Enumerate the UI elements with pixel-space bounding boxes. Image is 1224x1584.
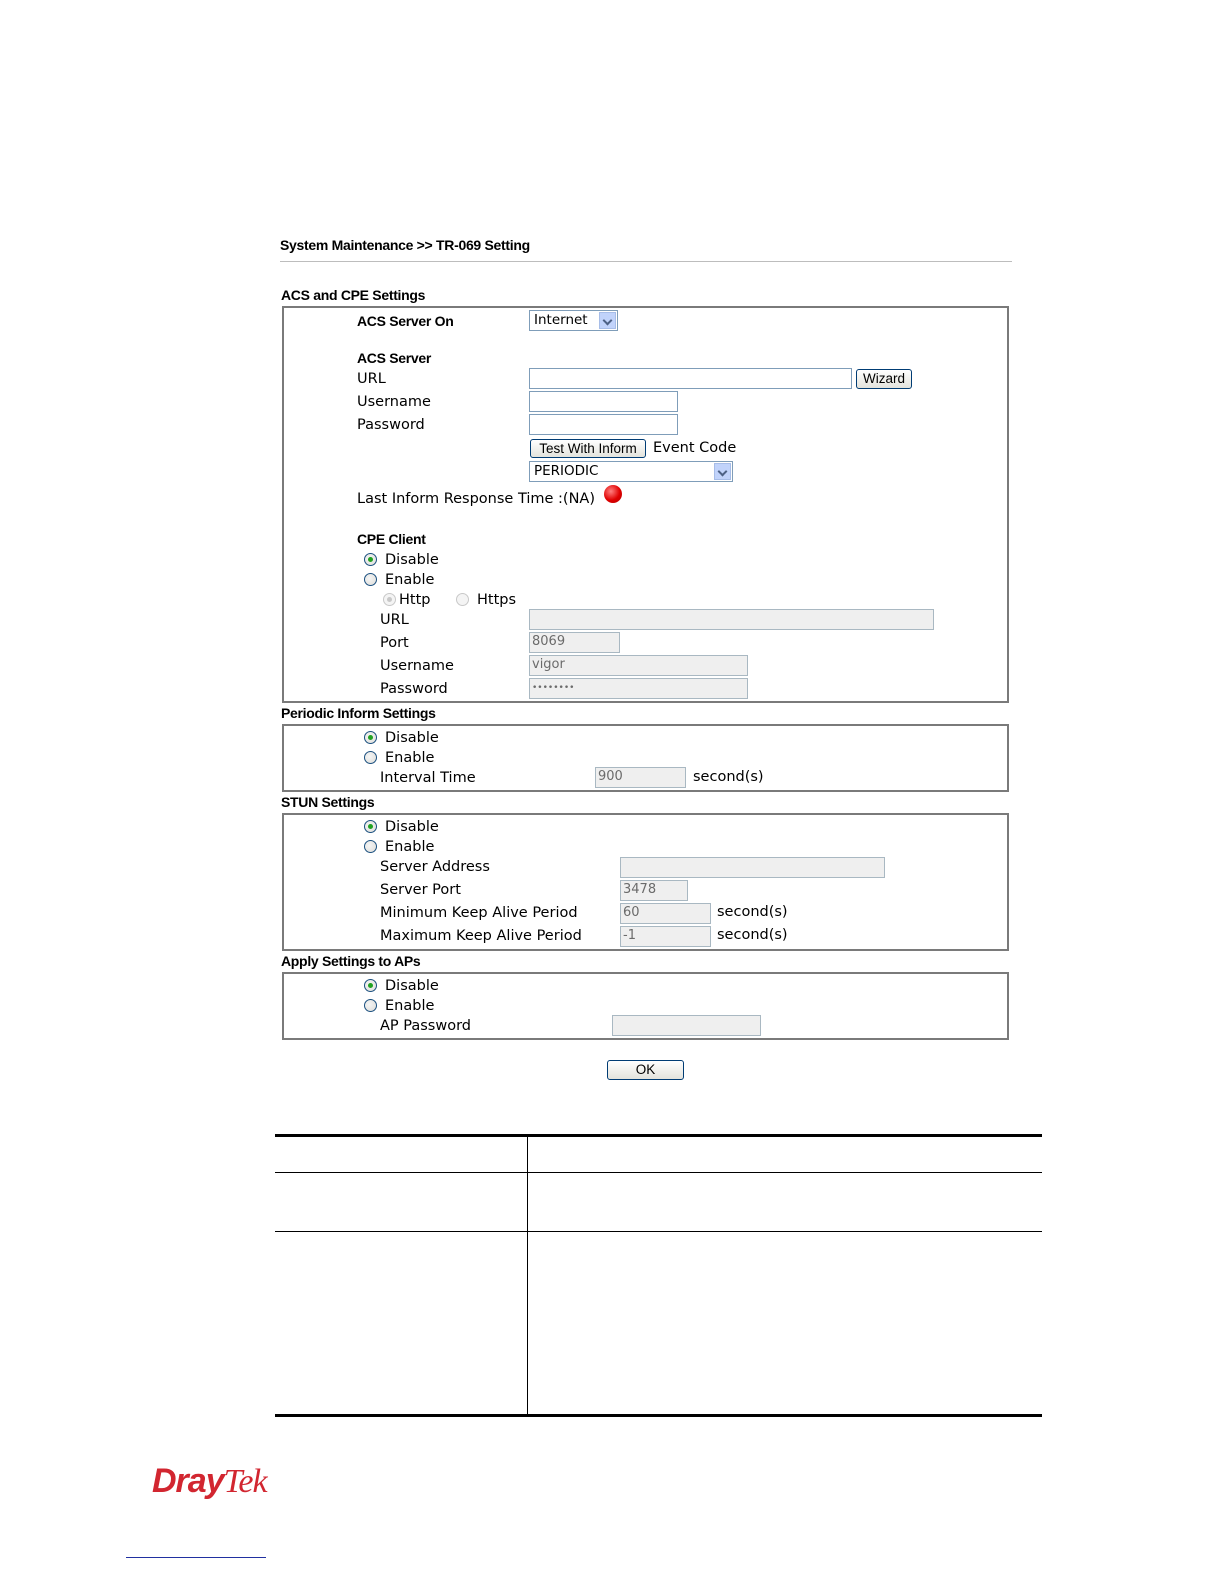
acs-server-heading: ACS Server <box>357 350 432 366</box>
acs-cpe-section-title: ACS and CPE Settings <box>281 287 426 303</box>
table-row-divider <box>275 1231 1042 1232</box>
cpe-port-input[interactable]: 8069 <box>529 632 620 653</box>
ap-password-input[interactable] <box>612 1015 761 1036</box>
table-row-divider <box>275 1172 1042 1173</box>
acs-server-on-value: Internet <box>534 312 588 328</box>
stun-disable-label: Disable <box>385 819 439 835</box>
chevron-down-icon <box>599 312 616 329</box>
event-code-value: PERIODIC <box>534 463 599 479</box>
test-with-inform-button[interactable]: Test With Inform <box>530 439 646 458</box>
aps-enable-radio[interactable] <box>364 999 377 1012</box>
server-address-label: Server Address <box>380 859 490 875</box>
stun-disable-radio[interactable] <box>364 820 377 833</box>
last-inform-response: Last Inform Response Time :(NA) <box>357 491 596 507</box>
acs-username-input[interactable] <box>529 391 678 412</box>
https-radio[interactable] <box>456 593 469 606</box>
periodic-disable-label: Disable <box>385 730 439 746</box>
cpe-client-heading: CPE Client <box>357 531 426 547</box>
min-keep-alive-label: Minimum Keep Alive Period <box>380 905 578 921</box>
acs-password-input[interactable] <box>529 414 678 435</box>
title-divider <box>280 261 1012 262</box>
table-top-rule <box>275 1134 1042 1137</box>
status-indicator-icon <box>604 485 622 503</box>
cpe-disable-radio[interactable] <box>364 553 377 566</box>
logo-dray: Dray <box>152 1462 224 1500</box>
cpe-password-label: Password <box>380 681 448 697</box>
draytek-logo <box>152 1462 267 1501</box>
cpe-username-input[interactable]: vigor <box>529 655 748 676</box>
acs-url-label: URL <box>357 371 386 387</box>
ap-password-label: AP Password <box>380 1018 472 1034</box>
stun-enable-radio[interactable] <box>364 840 377 853</box>
table-column-divider <box>527 1136 528 1415</box>
interval-time-input[interactable]: 900 <box>595 767 686 788</box>
max-keep-alive-unit: second(s) <box>717 927 788 943</box>
min-keep-alive-unit: second(s) <box>717 904 788 920</box>
acs-server-on-label: ACS Server On <box>357 313 454 329</box>
cpe-url-input[interactable] <box>529 609 934 630</box>
interval-time-label: Interval Time <box>380 770 476 786</box>
logo-tek: Tek <box>223 1463 267 1500</box>
aps-disable-label: Disable <box>385 978 439 994</box>
acs-username-label: Username <box>357 394 431 410</box>
ok-button[interactable]: OK <box>607 1060 684 1080</box>
cpe-disable-label: Disable <box>385 552 439 568</box>
https-label: Https <box>477 592 517 608</box>
server-address-input[interactable] <box>620 857 885 878</box>
aps-enable-label: Enable <box>385 998 435 1014</box>
footer-underline <box>126 1557 266 1558</box>
periodic-enable-label: Enable <box>385 750 435 766</box>
cpe-password-input[interactable]: •••••••• <box>529 678 748 699</box>
periodic-disable-radio[interactable] <box>364 731 377 744</box>
wizard-button[interactable]: Wizard <box>856 369 912 389</box>
page-title: System Maintenance >> TR-069 Setting <box>280 237 530 253</box>
periodic-enable-radio[interactable] <box>364 751 377 764</box>
http-label: Http <box>399 592 431 608</box>
cpe-enable-label: Enable <box>385 572 435 588</box>
server-port-label: Server Port <box>380 882 461 898</box>
http-radio[interactable] <box>383 593 396 606</box>
event-code-label: Event Code <box>653 440 737 456</box>
cpe-port-label: Port <box>380 635 409 651</box>
acs-password-label: Password <box>357 417 425 433</box>
event-code-select[interactable] <box>529 461 733 482</box>
stun-enable-label: Enable <box>385 839 435 855</box>
stun-section-title: STUN Settings <box>281 794 375 810</box>
apply-aps-section-title: Apply Settings to APs <box>281 953 421 969</box>
table-bottom-rule <box>275 1414 1042 1417</box>
cpe-username-label: Username <box>380 658 454 674</box>
max-keep-alive-label: Maximum Keep Alive Period <box>380 928 582 944</box>
acs-url-input[interactable] <box>529 368 852 389</box>
acs-server-on-select[interactable] <box>529 310 618 331</box>
chevron-down-icon <box>714 463 731 480</box>
aps-disable-radio[interactable] <box>364 979 377 992</box>
cpe-url-label: URL <box>380 612 409 628</box>
periodic-section-title: Periodic Inform Settings <box>281 705 436 721</box>
interval-unit-label: second(s) <box>693 769 764 785</box>
server-port-input[interactable]: 3478 <box>620 880 688 901</box>
cpe-enable-radio[interactable] <box>364 573 377 586</box>
min-keep-alive-input[interactable]: 60 <box>620 903 711 924</box>
max-keep-alive-input[interactable]: -1 <box>620 926 711 947</box>
